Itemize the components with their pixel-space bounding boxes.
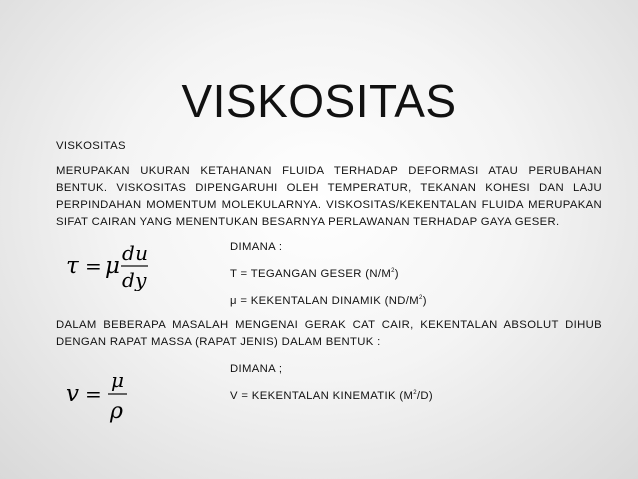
formula-denominator: dy: [122, 268, 147, 291]
slide-title: VISKOSITAS: [181, 75, 457, 127]
formula-row-shear-stress: [56, 235, 602, 313]
slide-content: [56, 138, 602, 424]
formula-equals: =: [85, 254, 103, 278]
formula-mu: μ: [105, 253, 121, 279]
definition-dynamic-viscosity: μ = KEKENTALAN DINAMIK $(ND/M^2)$: [230, 295, 427, 307]
paragraph-definition: MERUPAKAN UKURAN KETAHANAN FLUIDA TERHADAP DEFORMASI ATAU PERUBAHAN BENTUK. VISKOSITAS DIPENGARUHI OLEH TEMPERATUR, TEKANAN KOHESI DAN LAJU PERPINDAHAN MOMENTUM MOLEKULARNYA. VISKOSITAS/KEKENTALAN FLUIDA MERUPAKAN SIFAT CAIRAN YANG MENENTUKAN BESARNYA PERLAWANAN TERHADAP GAYA GESER.: [56, 165, 602, 228]
definitions-list-1: [230, 235, 602, 313]
kinematic-viscosity-formula: [64, 365, 164, 427]
formula-tau: τ: [66, 253, 80, 279]
formula-v: v: [66, 381, 80, 407]
subheading: VISKOSITAS: [56, 140, 126, 152]
formula-numerator: du: [122, 241, 149, 265]
shear-stress-formula: [64, 239, 164, 291]
formula-denominator-2: ρ: [110, 399, 124, 424]
paragraph-kinematic: DALAM BEBERAPA MASALAH MENGENAI GERAK CAT CAIR, KEKENTALAN ABSOLUT DIHUB DENGAN RAPAT MASSA (RAPAT JENIS) DALAM BENTUK :: [56, 319, 602, 348]
formula-numerator-2: μ: [111, 368, 125, 392]
definition-shear-stress: T = TEGANGAN GESER $(N/M^2)$: [230, 268, 399, 280]
formula-equals-2: =: [85, 382, 103, 406]
definition-kinematic-viscosity: V = KEKENTALAN KINEMATIK $(M^2/D)$: [230, 390, 434, 402]
definitions-list-2: [230, 357, 602, 408]
definition-heading: DIMANA :: [230, 241, 283, 253]
formula-row-kinematic: [56, 357, 602, 424]
definition-heading-2: DIMANA ;: [230, 363, 283, 375]
